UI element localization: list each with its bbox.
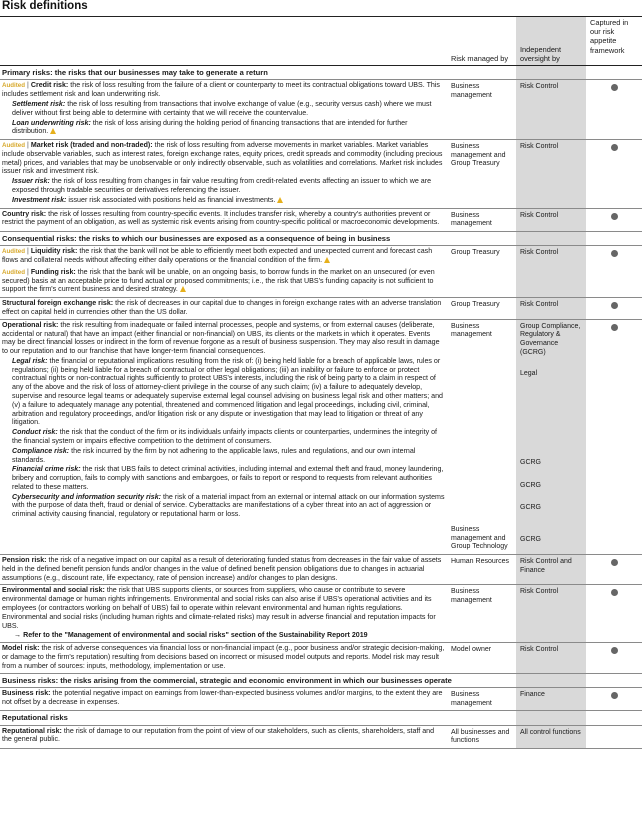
model-managed-by: Model owner bbox=[447, 643, 516, 673]
section-consequential: Consequential risks: the risks to which our businesses are exposed as a consequence of being in business bbox=[0, 231, 642, 245]
sustainability-report-link[interactable]: → Refer to the "Management of environmental and social risks" section of the Sustainability Report 2019 bbox=[14, 631, 368, 640]
conduct-oversight-by: GCRG bbox=[520, 459, 541, 467]
warning-triangle-icon bbox=[50, 128, 56, 134]
row-pension-risk: Pension risk: the risk of a negative impact on our capital as a result of deteriorating funded status from decreases in the fair value of assets held in the defined benefit pension funds and/or changes in the value of defined benefit pension obligations due to changes in actuarial assumptions (e.g., discount rate, life expectancy, rate of pension increase) and/or changes to plan designs. Human Resources Risk Control and Finance bbox=[0, 555, 642, 585]
country-oversight-by: Risk Control bbox=[516, 208, 586, 231]
filled-dot-icon bbox=[611, 559, 618, 566]
row-business-risk: Business risk: the potential negative impact on earnings from lower-than-expected business volumes and/or margins, to the extent they are not offset by a decrease in expenses. Business management Finance bbox=[0, 687, 642, 710]
filled-dot-icon bbox=[611, 144, 618, 151]
header-captured: Captured in our risk appetite framework bbox=[586, 17, 642, 66]
section-business: Business risks: the risks arising from the commercial, strategic and economic environment in which our businesses operate bbox=[0, 673, 642, 687]
header-blank bbox=[0, 17, 447, 66]
header-oversight-by: Independent oversight by bbox=[516, 17, 586, 66]
credit-oversight-by: Risk Control bbox=[516, 80, 586, 140]
country-managed-by: Business management bbox=[447, 208, 516, 231]
reputational-oversight-by: All control functions bbox=[516, 725, 586, 748]
model-oversight-by: Risk Control bbox=[516, 643, 586, 673]
row-fx-risk: Structural foreign exchange risk: the risk of decreases in our capital due to changes in foreign exchange rates with an adverse translation effect on capital held in currencies other than the US dollar. Group Treasury Risk Control bbox=[0, 298, 642, 320]
market-oversight-by: Risk Control bbox=[516, 140, 586, 208]
row-liquidity-funding-risk: Audited | Liquidity risk: the risk that the bank will not be able to efficiently meet both expected and unexpected current and forecast cash flows and collateral needs without affecting either daily operations or the financial condition of the firm. Audited | Funding risk: the risk that the bank will be unable, on an ongoing basis, to borrow funds in the market on an unsecured (or even secured) basis at an acceptable price to fund actual or proposed commitments; i.e., the risk that UBS's funding capacity is not sufficient to support the firm's current business and desired strategy. Group Treasury Risk Control bbox=[0, 246, 642, 298]
cyber-oversight-by: GCRG bbox=[520, 536, 541, 544]
row-credit-risk bbox=[0, 80, 642, 140]
filled-dot-icon bbox=[611, 250, 618, 257]
env-managed-by: Business management bbox=[447, 585, 516, 643]
business-oversight-by: Finance bbox=[516, 687, 586, 710]
row-environmental-risk: Environmental and social risk: the risk that UBS supports clients, or sources from suppliers, who cause or contribute to severe environmental damage or human rights infringements. Environmental and social risks can also arise if UBS's operational activities and its employees (or contractors working on behalf of UBS) fail to operate within relevant environmental and human rights regulations. Environmental and social risks (including human rights and climate-related risks) may result in adverse financial and reputation impacts for UBS. → Refer to the "Management of environmental and social risks" section of the Sustainability Report 2019 Business management Risk Control bbox=[0, 585, 642, 643]
compliance-oversight-by: GCRG bbox=[520, 481, 541, 489]
audited-tag: Audited bbox=[2, 268, 26, 276]
filled-dot-icon bbox=[611, 647, 618, 654]
header-row bbox=[0, 17, 642, 66]
warning-triangle-icon bbox=[277, 197, 283, 203]
liquidity-managed-by: Group Treasury bbox=[447, 246, 516, 298]
filled-dot-icon bbox=[611, 302, 618, 309]
row-operational-risk: Operational risk: the risk resulting from inadequate or failed internal processes, people and systems, or from external causes (deliberate, accidental or natural) that have an impact (either financial or non-financial) on UBS, its clients or the markets in which it operates. Events may be direct financial losses or indirect in the form of revenue forgone as a result of business suspension. They may also result in damage to our reputation and to our franchise that have longer-term financial consequences. Legal risk: the financial or reputational implications resulting from the risk of: (i) being held liable for a breach of applicable laws, rules or regulations; (ii) being held liable for a breach of contractual or other legal obligations; (iii) an inability or failure to enforce or protect contractual rights or non-contractual rights sufficiently to protect UBS's interests, including the risk of being party to a claim in respect of any of the above and the risk of loss of attorney-client privilege in the course of any such claim; (iv) a failure to adequately develop, supervise and resource legal teams or adequately supervise external legal counsel advising on business legal risk and other matters; and (v) a failure to adequately manage any potential, threatened and commenced litigation and legal proceedings, including civil, criminal, arbitration and regulatory proceedings, and/or litigation risk or any dispute or investigation that may lead to litigation or threat of any litigation. Conduct risk: the risk that the conduct of the firm or its individuals unfairly impacts clients or counterparties, undermines the integrity of the financial system or impairs effective competition to the detriment of consumers. Compliance risk: the risk incurred by the firm by not adhering to the applicable laws, rules and regulations, and our own internal standards. Financial crime risk: the risk that UBS fails to detect criminal activities, including internal and external theft and fraud, money laundering, bribery and corruption, fails to comply with sanctions and embargoes, or fails to report or respond to requests from relevant authorities related to these matters. Cybersecurity and information security risk: the risk of a material impact from an external or internal attack on our information systems with the purpose of data theft, fraud or denial of service. Cyberattacks are manifestations of a cyber threat into an act of aggression or criminal activity causing financial, regulatory or reputational harm or loss. Business management Business management and Group Technology Group Compliance, Regulatory & Governance (GCRG) Legal GCRG GCRG GCRG GCRG bbox=[0, 319, 642, 554]
liquidity-oversight-by: Risk Control bbox=[516, 246, 586, 298]
credit-risk-definition: Audited | Credit risk: the risk of loss resulting from the failure of a client or counterparty to meet its contractual obligations toward UBS. This includes settlement risk and loan underwriting risk. Settlement risk: the risk of loss resulting from transactions that involve exchange of value (e.g., security versus cash) where we must deliver without first being able to determine with certainty that we will receive the countervalue. Loan underwriting risk: the risk of loss arising during the holding period of financing transactions that are intended for further distribution. bbox=[0, 80, 447, 140]
fx-oversight-by: Risk Control bbox=[516, 298, 586, 320]
filled-dot-icon bbox=[611, 324, 618, 331]
filled-dot-icon bbox=[611, 213, 618, 220]
credit-managed-by: Business management bbox=[447, 80, 516, 140]
filled-dot-icon bbox=[611, 84, 618, 91]
row-market-risk bbox=[0, 140, 642, 208]
audited-tag: Audited bbox=[2, 248, 26, 256]
reputational-managed-by: All businesses and functions bbox=[447, 725, 516, 748]
market-risk-definition: Audited | Market risk (traded and non-traded): the risk of loss resulting from adverse movements in market variables. Market variables include observable variables, such as interest rates, foreign exchange rates, equity prices, credit spreads and commodity (including precious metal) prices, and variables that may be unobservable or only indirectly observable, such as volatilities and correlations. Market risk includes issuer risk and investment risk. Issuer risk: the risk of loss resulting from changes in fair value resulting from credit-related events affecting an issuer to which we are exposed through tradable securities or derivatives referencing the issuer. Investment risk: issuer risk associated with positions held as financial investments. bbox=[0, 140, 447, 208]
legal-oversight-by: Legal bbox=[520, 370, 538, 378]
filled-dot-icon bbox=[611, 589, 618, 596]
audited-tag: Audited bbox=[2, 82, 26, 90]
operational-managed-by: Business management bbox=[451, 322, 492, 339]
row-country-risk: Country risk: the risk of losses resulting from country-specific events. It includes transfer risk, whereby a country's authorities prevent or restrict the payment of an obligation, as well as systemic risk events arising from country-specific political or macroeconomic developments. Business management Risk Control bbox=[0, 208, 642, 231]
warning-triangle-icon bbox=[324, 257, 330, 263]
section-reputational: Reputational risks bbox=[0, 711, 642, 725]
row-model-risk: Model risk: the risk of adverse consequences via financial loss or non-financial impact (e.g., poor business and/or strategic decision-making, or damage to the firm's reputation) resulting from decisions based on incorrect or misused model outputs and reports. Model risk may result from a number of sources: inputs, methodology, implementation or use. Model owner Risk Control bbox=[0, 643, 642, 673]
market-managed-by: Business management and Group Treasury bbox=[447, 140, 516, 208]
pension-oversight-by: Risk Control and Finance bbox=[516, 555, 586, 585]
page-title: Risk definitions bbox=[2, 0, 88, 12]
business-managed-by: Business management bbox=[447, 687, 516, 710]
header-managed-by: Risk managed by bbox=[447, 17, 516, 66]
filled-dot-icon bbox=[611, 692, 618, 699]
fx-managed-by: Group Treasury bbox=[447, 298, 516, 320]
crime-oversight-by: GCRG bbox=[520, 504, 541, 512]
section-primary: Primary risks: the risks that our businesses may take to generate a return bbox=[0, 66, 642, 80]
env-oversight-by: Risk Control bbox=[516, 585, 586, 643]
pension-managed-by: Human Resources bbox=[447, 555, 516, 585]
warning-triangle-icon bbox=[180, 286, 186, 292]
audited-tag: Audited bbox=[2, 142, 26, 150]
risk-table bbox=[0, 17, 642, 749]
cyber-managed-by: Business management and Group Technology bbox=[451, 526, 508, 551]
row-reputational-risk: Reputational risk: the risk of damage to our reputation from the point of view of our stakeholders, such as clients, shareholders, staff and the general public. All businesses and functions All control functions bbox=[0, 725, 642, 748]
operational-oversight-by: Group Compliance, Regulatory & Governance (GCRG) bbox=[520, 322, 581, 356]
